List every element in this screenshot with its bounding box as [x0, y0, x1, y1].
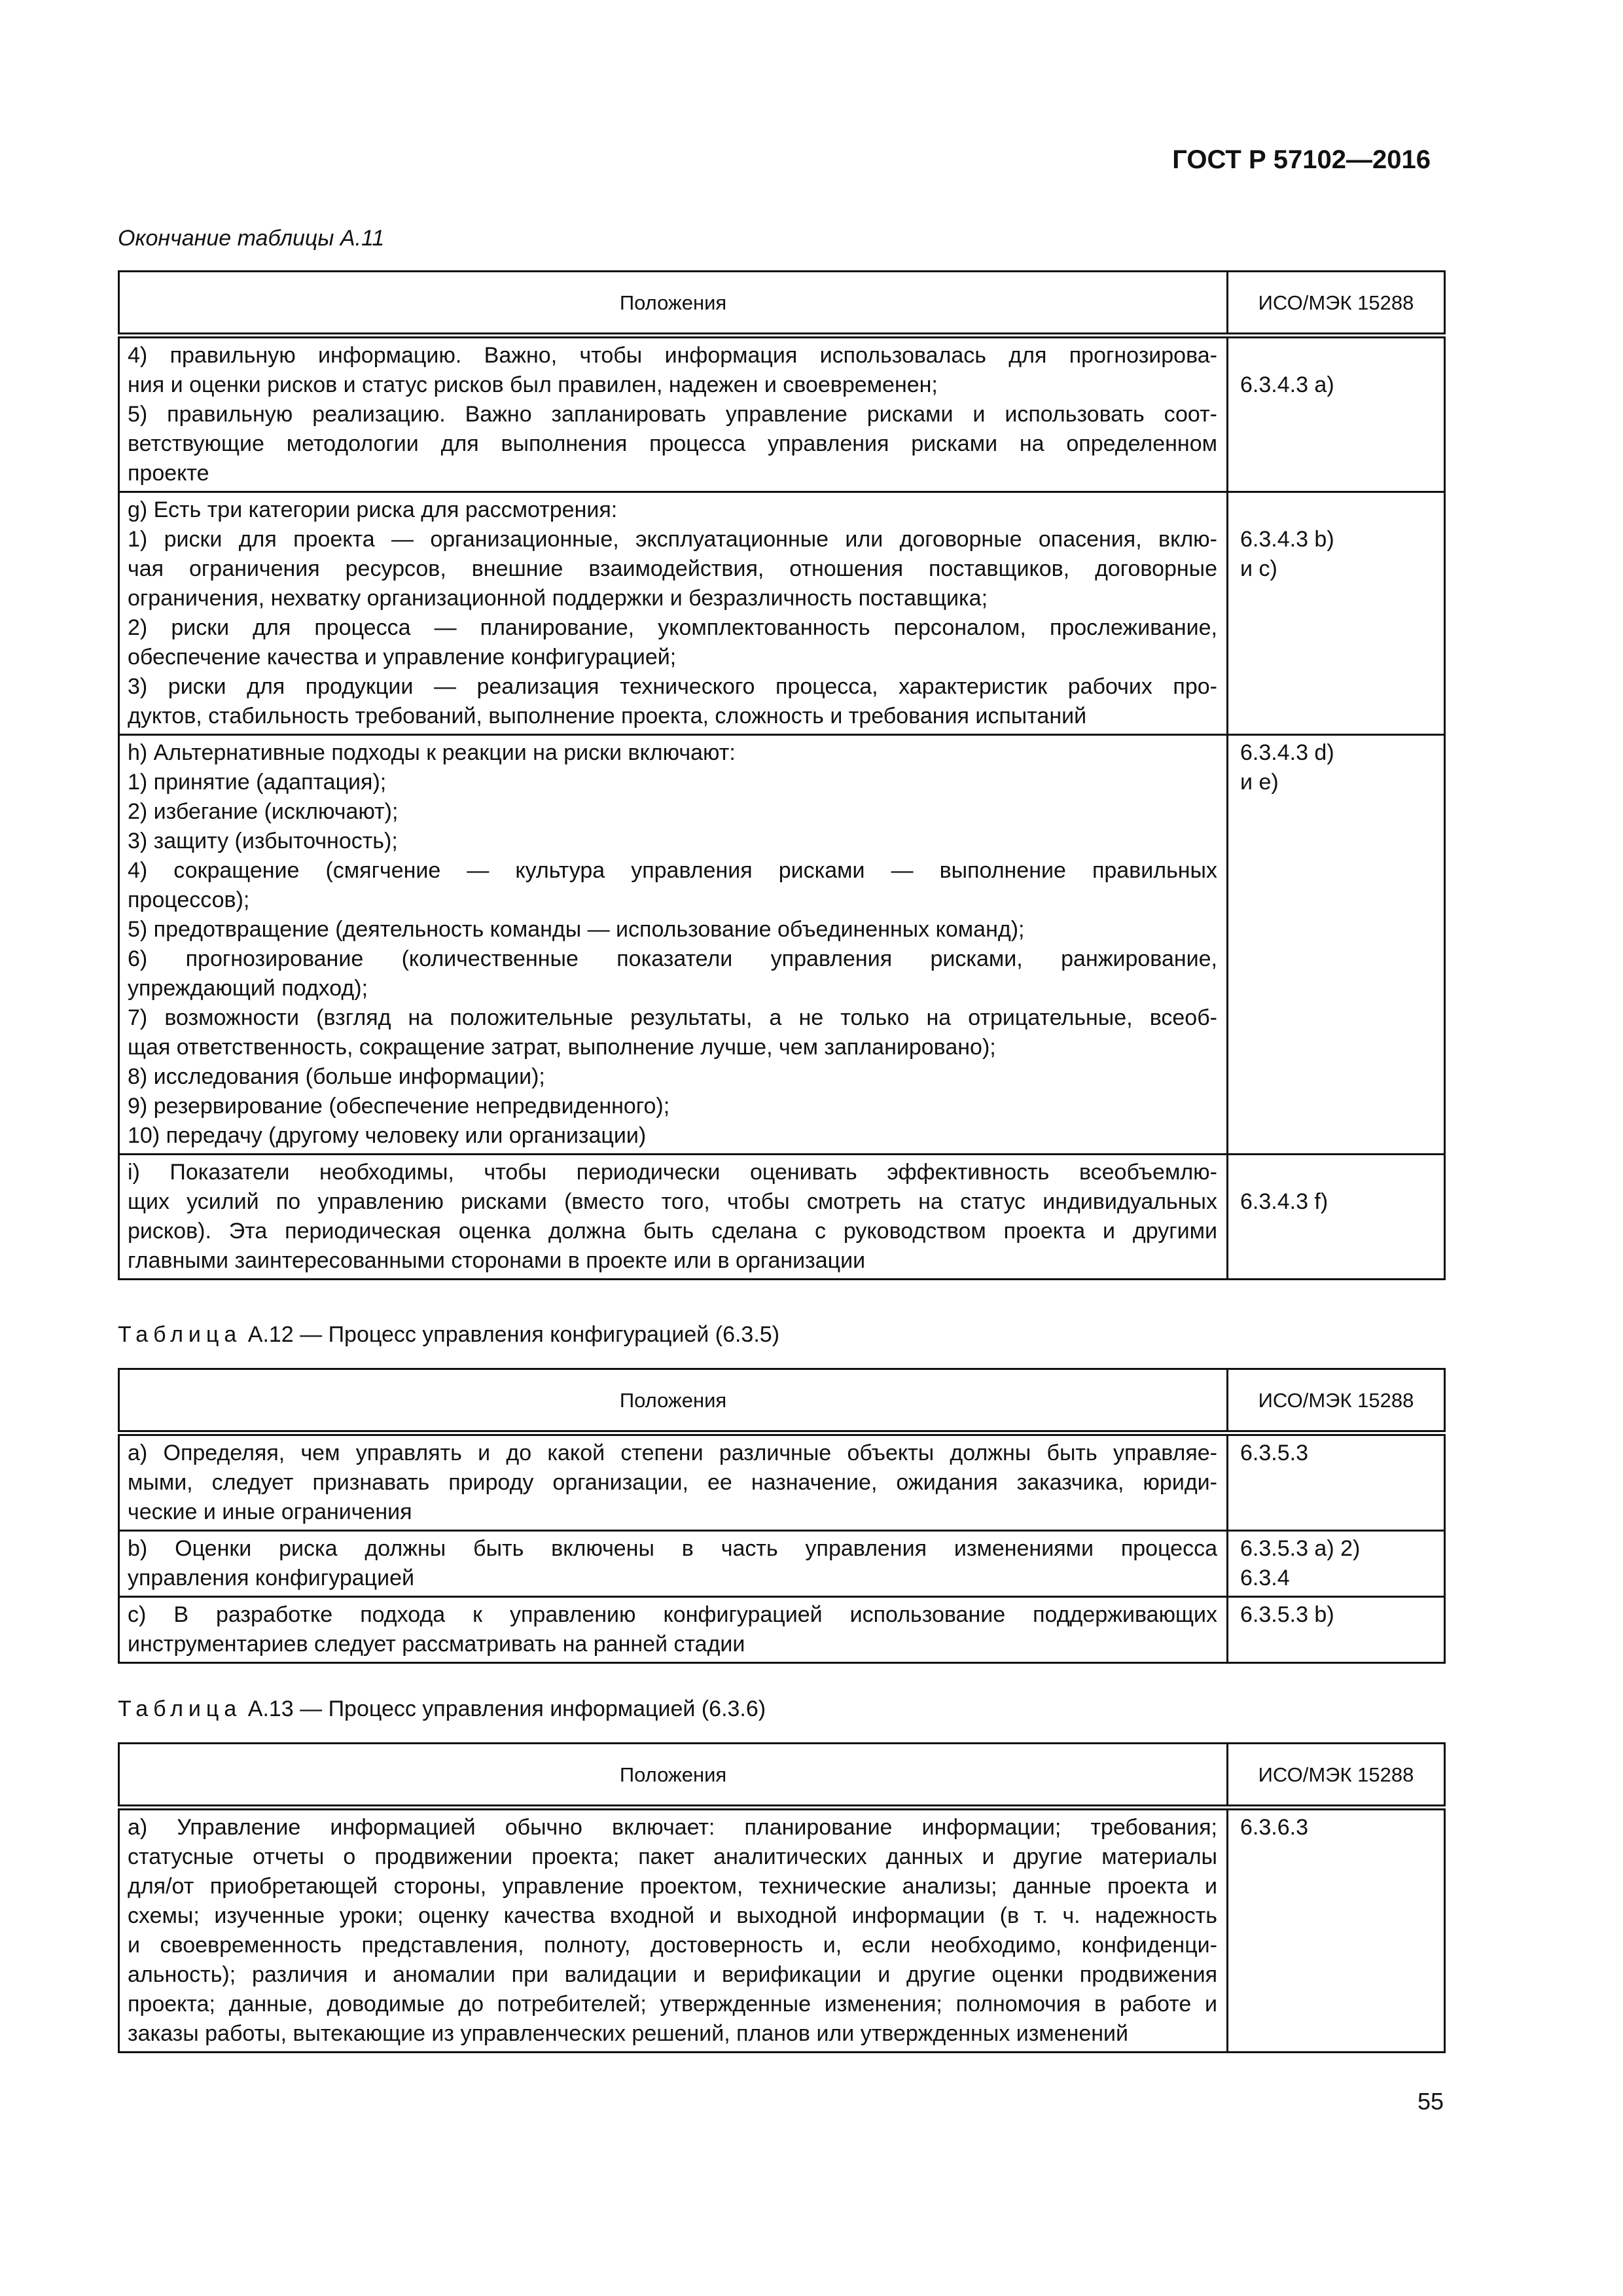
iso-reference	[1240, 341, 1435, 370]
table-header-row	[119, 1744, 1445, 1808]
provision-cell	[119, 1808, 1228, 2053]
provision-line: для/от приобретающей стороны, управление проектом, технические анализы; данные проекта и	[128, 1874, 1217, 1899]
provision-line: 4) правильную информацию. Важно, чтобы информация использовалась для прогнозирова-	[128, 343, 1217, 368]
iso-reference-cell	[1228, 336, 1445, 492]
header-iso-iec: ИСО/МЭК 15288	[1228, 1369, 1445, 1433]
provision-line: c) В разработке подхода к управлению конфигурацией использование поддерживающих	[128, 1602, 1217, 1627]
provision-line: щих усилий по управлению рисками (вместо того, чтобы смотреть на статус индивидуальных	[128, 1189, 1217, 1214]
provision-line: 7) возможности (взгляд на положительные результаты, а не только на отрицательные, всеоб-	[128, 1005, 1217, 1030]
provision-cell	[119, 1597, 1228, 1663]
provision-line: 5) правильную реализацию. Важно запланировать управление рисками и использовать соот-	[128, 402, 1217, 427]
iso-reference	[1240, 495, 1435, 525]
provision-line: рисков). Эта периодическая оценка должна быть сделана с руководством проекта и другими	[128, 1219, 1217, 1244]
table-header-row	[119, 1369, 1445, 1433]
provision-line: 9) резервирование (обеспечение непредвиденного);	[128, 1094, 670, 1119]
provision-line: управления конфигурацией	[128, 1566, 414, 1590]
table-word: Таблица	[118, 1696, 242, 1721]
table-row	[119, 1597, 1445, 1663]
iso-reference: 6.3.5.3 b)	[1240, 1602, 1334, 1627]
table-row	[119, 1808, 1445, 2053]
provision-line: главными заинтересованными сторонами в проекте или в организации	[128, 1248, 866, 1273]
table-a12	[118, 1368, 1446, 1664]
table-row	[119, 336, 1445, 492]
table-word: Таблица	[118, 1322, 242, 1347]
provision-line: ния и оценки рисков и статус рисков был правилен, надежен и своевременен;	[128, 372, 938, 397]
table-a12-caption	[118, 1322, 779, 1348]
provision-line: 8) исследования (больше информации);	[128, 1064, 545, 1089]
table-row	[119, 492, 1445, 735]
iso-reference: и c)	[1240, 556, 1277, 581]
provision-line: проекте	[128, 461, 209, 486]
provision-line: а) Определяя, чем управлять и до какой степени различные объекты должны быть управляе-	[128, 1441, 1217, 1465]
provision-line: 3) риски для продукции — реализация технического процесса, характеристик рабочих про-	[128, 674, 1217, 699]
provision-line: 10) передачу (другому человеку или организации)	[128, 1123, 647, 1148]
iso-reference-cell	[1228, 1597, 1445, 1663]
provision-cell	[119, 1433, 1228, 1531]
provision-line: щая ответственность, сокращение затрат, выполнение лучше, чем запланировано);	[128, 1035, 996, 1060]
provision-line: статусные отчеты о продвижении проекта; пакет аналитических данных и другие материалы	[128, 1844, 1217, 1869]
iso-reference	[1240, 1158, 1435, 1187]
table-a13	[118, 1742, 1446, 2053]
provision-line: дуктов, стабильность требований, выполнение проекта, сложность и требования испытаний	[128, 704, 1087, 728]
table-row	[119, 735, 1445, 1155]
provision-line: 4) сокращение (смягчение — культура управления рисками — выполнение правильных	[128, 858, 1217, 883]
iso-reference: 6.3.5.3 a) 2)	[1240, 1536, 1361, 1561]
provision-cell	[119, 336, 1228, 492]
iso-reference: 6.3.4.3 d)	[1240, 740, 1334, 765]
provision-line: инструментариев следует рассматривать на ранней стадии	[128, 1632, 745, 1657]
provision-line: и своевременность представления, полноту, достоверность и, если необходимо, конфиденци-	[128, 1933, 1217, 1958]
table-a11	[118, 270, 1446, 1280]
provision-line: 2) риски для процесса — планирование, укомплектованность персоналом, прослеживание,	[128, 615, 1217, 640]
iso-reference: 6.3.4.3 a)	[1240, 372, 1334, 397]
provision-cell	[119, 735, 1228, 1155]
header-iso-iec: ИСО/МЭК 15288	[1228, 272, 1445, 336]
provision-line: 3) защиту (избыточность);	[128, 829, 398, 853]
provision-line: 1) принятие (адаптация);	[128, 770, 387, 795]
header-provisions: Положения	[119, 272, 1228, 336]
iso-reference-cell	[1228, 1808, 1445, 2053]
header-provisions: Положения	[119, 1369, 1228, 1433]
provision-line: альность); различия и аномалии при валидации и верификации и другие оценки продвижения	[128, 1962, 1217, 1987]
table-a11-continuation-caption: Окончание таблицы А.11	[118, 226, 385, 251]
page-number: 55	[1417, 2088, 1444, 2115]
table-row	[119, 1433, 1445, 1531]
provision-cell	[119, 1155, 1228, 1280]
provision-line: 1) риски для проекта — организационные, эксплуатационные или договорные опасения, вклю-	[128, 527, 1217, 552]
iso-reference: 6.3.5.3	[1240, 1441, 1308, 1465]
provision-line: g) Есть три категории риска для рассмотрения:	[128, 497, 618, 522]
provision-cell	[119, 1531, 1228, 1597]
document-id-header: ГОСТ Р 57102—2016	[1172, 145, 1431, 174]
provision-line: i) Показатели необходимы, чтобы периодически оценивать эффективность всеобъемлю-	[128, 1160, 1217, 1185]
iso-reference: 6.3.4.3 b)	[1240, 527, 1334, 552]
provision-line: обеспечение качества и управление конфигурацией;	[128, 645, 677, 670]
provision-line: h) Альтернативные подходы к реакции на риски включают:	[128, 740, 736, 765]
table-header-row	[119, 272, 1445, 336]
iso-reference-cell	[1228, 1155, 1445, 1280]
provision-line: схемы; изученные уроки; оценку качества входной и выходной информации (в т. ч. надежность	[128, 1903, 1217, 1928]
table-row	[119, 1531, 1445, 1597]
table-a13-caption	[118, 1696, 766, 1722]
provision-line: ветствующие методологии для выполнения процесса управления рисками на определенном	[128, 431, 1217, 456]
header-provisions: Положения	[119, 1744, 1228, 1808]
provision-line: процессов);	[128, 888, 250, 912]
provision-line: 6) прогнозирование (количественные показатели управления рисками, ранжирование,	[128, 946, 1217, 971]
provision-line: ограничения, нехватку организационной поддержки и безразличность поставщика;	[128, 586, 988, 611]
provision-line: b) Оценки риска должны быть включены в часть управления изменениями процесса	[128, 1536, 1217, 1561]
iso-reference-cell	[1228, 1433, 1445, 1531]
iso-reference: и e)	[1240, 770, 1279, 795]
iso-reference-cell	[1228, 1531, 1445, 1597]
provision-line: ческие и иные ограничения	[128, 1499, 412, 1524]
provision-line: 5) предотвращение (деятельность команды — использование объединенных команд);	[128, 917, 1025, 942]
header-iso-iec: ИСО/МЭК 15288	[1228, 1744, 1445, 1808]
iso-reference: 6.3.4.3 f)	[1240, 1189, 1329, 1214]
iso-reference: 6.3.6.3	[1240, 1815, 1308, 1840]
iso-reference-cell	[1228, 492, 1445, 735]
provision-line: 2) избегание (исключают);	[128, 799, 399, 824]
provision-cell	[119, 492, 1228, 735]
iso-reference-cell	[1228, 735, 1445, 1155]
provision-line: заказы работы, вытекающие из управленческих решений, планов или утвержденных изменений	[128, 2021, 1129, 2046]
table-a13-title: А.13 — Процесс управления информацией (6.3.6)	[247, 1696, 766, 1721]
provision-line: мыми, следует признавать природу организации, ее назначение, ожидания заказчика, юриди-	[128, 1470, 1217, 1495]
provision-line: а) Управление информацией обычно включает: планирование информации; требования;	[128, 1815, 1217, 1840]
table-a12-title: А.12 — Процесс управления конфигурацией (6.3.5)	[247, 1322, 780, 1347]
provision-line: упреждающий подход);	[128, 976, 368, 1001]
table-row	[119, 1155, 1445, 1280]
iso-reference: 6.3.4	[1240, 1566, 1290, 1590]
provision-line: проекта; данные, доводимые до потребителей; утвержденные изменения; полномочия в работе и	[128, 1992, 1217, 2017]
provision-line: чая ограничения ресурсов, внешние взаимодействия, отношения поставщиков, договорные	[128, 556, 1217, 581]
